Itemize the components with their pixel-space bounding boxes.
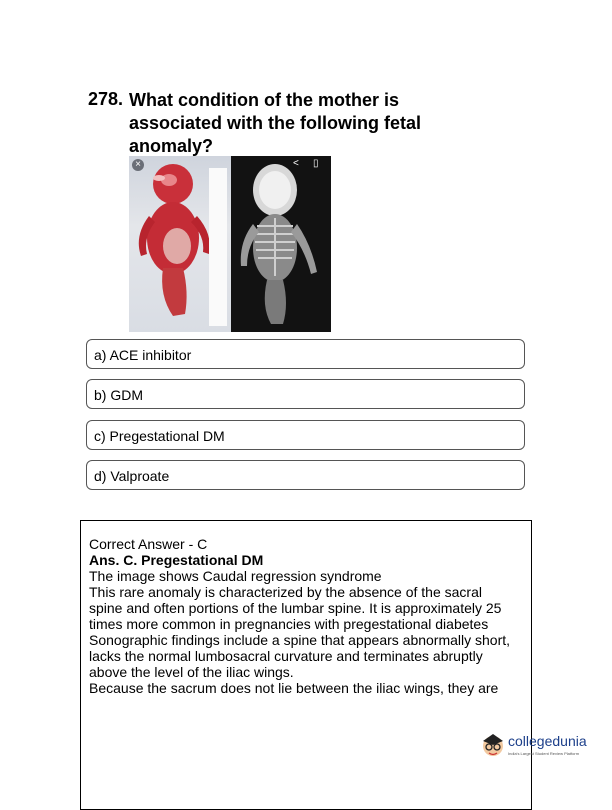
question-line: What condition of the mother is	[129, 90, 399, 110]
correct-answer: Correct Answer - C	[89, 536, 208, 552]
explanation-line: above the level of the iliac wings.	[89, 664, 294, 680]
logo-text: collegedunia	[508, 733, 587, 749]
option-b[interactable]: b) GDM	[86, 379, 525, 409]
measuring-ruler	[209, 168, 227, 326]
close-icon[interactable]: ×	[132, 159, 144, 171]
question-text	[129, 89, 489, 158]
xray-image	[231, 156, 331, 332]
explanation-line: times more common in pregnancies with pregestational diabetes	[89, 616, 489, 632]
explanation-line: Sonographic findings include a spine that appears abnormally short,	[89, 632, 511, 648]
option-c[interactable]: c) Pregestational DM	[86, 420, 525, 450]
explanation-line: spine and often portions of the lumbar spine. It is approximately 25	[89, 600, 502, 616]
question-line: associated with the following fetal	[129, 113, 422, 133]
explanation-line: Because the sacrum does not lie between the iliac wings, they are	[89, 680, 499, 696]
logo-tagline: India's Largest Student Review Platform	[508, 751, 580, 756]
fetal-anomaly-image	[129, 156, 331, 332]
collegedunia-logo	[481, 731, 601, 761]
mascot-icon	[481, 731, 505, 759]
specimen-photo	[129, 156, 231, 332]
option-d[interactable]: d) Valproate	[86, 460, 525, 490]
share-icon[interactable]: <	[293, 158, 299, 169]
option-a[interactable]: a) ACE inhibitor	[86, 339, 525, 369]
question-line: anomaly?	[129, 136, 214, 156]
explanation-line: The image shows Caudal regression syndrome	[89, 568, 382, 584]
answer-title: Ans. C. Pregestational DM	[89, 552, 264, 568]
bookmark-icon[interactable]: ▯	[313, 158, 319, 169]
explanation-line: lacks the normal lumbosacral curvature and terminates abruptly	[89, 648, 483, 664]
explanation-line: This rare anomaly is characterized by the absence of the sacral	[89, 584, 482, 600]
question-number: 278.	[88, 89, 124, 109]
answer-box	[80, 520, 532, 810]
fetal-xray-illustration	[231, 156, 331, 332]
